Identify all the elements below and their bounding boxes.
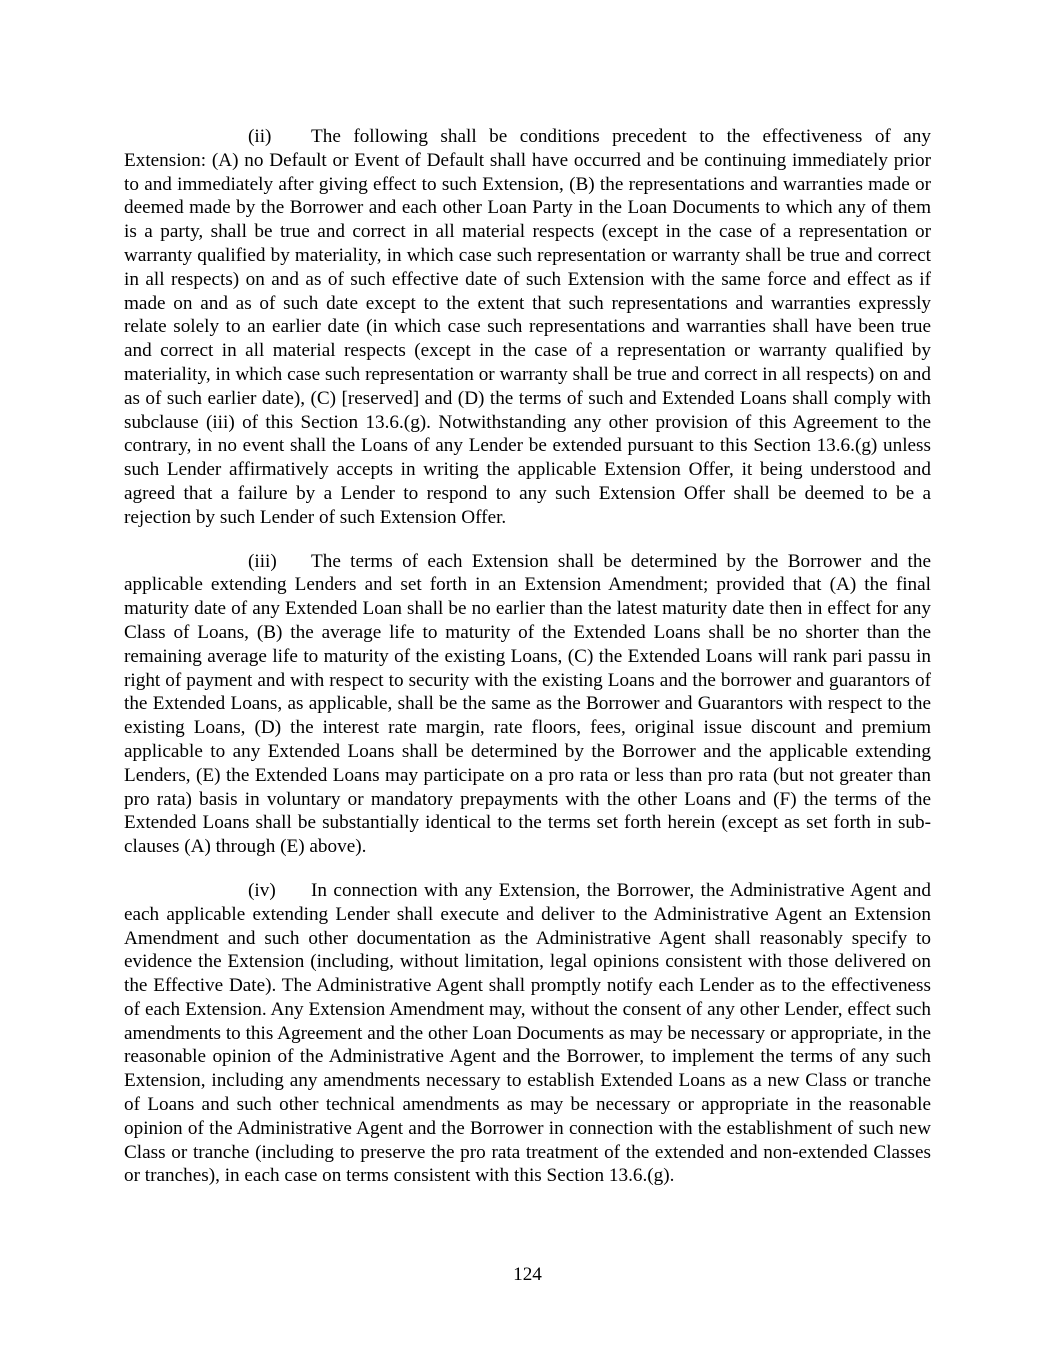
- paragraph-text: The following shall be conditions precedent to the effectiveness of any Extension: (A) no Default or Event of Default shall have occurred and be continuing immediately prior to and immediately after giving effect to such Extension, (B) the representations and warranties made or deemed made by the Borrower and each other Loan Party in the Loan Documents to which any of them is a party, shall be true and correct in all material respects (except in the case of a representation or warranty qualified by materiality, in which case such representation or warranty shall be true and correct in all respects) on and as of such effective date of such Extension with the same force and effect as if made on and as of such date except to the extent that such representations and warranties expressly relate solely to an earlier date (in which case such representations and warranties shall have been true and correct in all material respects (except in the case of a representation or warranty qualified by materiality, in which case such representation or warranty shall be true and correct in all respects) on and as of such earlier date), (C) [reserved] and (D) the terms of such and Extended Loans shall comply with subclause (iii) of this Section 13.6.(g). Notwithstanding any other provision of this Agreement to the contrary, in no event shall the Loans of any Lender be extended pursuant to this Section 13.6.(g) unless such Lender affirmatively accepts in writing the applicable Extension Offer, it being understood and agreed that a failure by a Lender to respond to any such Extension Offer shall be deemed to be a rejection by such Lender of such Extension Offer.: [124, 126, 931, 528]
- page-number: 124: [513, 1264, 542, 1285]
- document-page: [124, 125, 931, 1208]
- paragraph-text: The terms of each Extension shall be determined by the Borrower and the applicable extending Lenders and set forth in an Extension Amendment; provided that (A) the final maturity date of any Extended Loan shall be no earlier than the latest maturity date then in effect for any Class of Loans, (B) the average life to maturity of the Extended Loans shall be no shorter than the remaining average life to maturity of the existing Loans, (C) the Extended Loans will rank pari passu in right of payment and with respect to security with the existing Loans and the borrower and guarantors of the Extended Loans, as applicable, shall be the same as the Borrower and Guarantors with respect to the existing Loans, (D) the interest rate margin, rate floors, fees, original issue discount and premium applicable to any Extended Loans shall be determined by the Borrower and the applicable extending Lenders, (E) the Extended Loans may participate on a pro rata or less than pro rata (but not greater than pro rata) basis in voluntary or mandatory prepayments with the other Loans and (F) the terms of the Extended Loans shall be substantially identical to the terms set forth herein (except as set forth in sub-clauses (A) through (E) above).: [124, 550, 931, 858]
- paragraph-text: In connection with any Extension, the Borrower, the Administrative Agent and each applicable extending Lender shall execute and deliver to the Administrative Agent an Extension Amendment and such other documentation as the Administrative Agent shall reasonably specify to evidence the Extension (including, without limitation, legal opinions consistent with those delivered on the Effective Date). The Administrative Agent shall promptly notify each Lender as to the effectiveness of each Extension. Any Extension Amendment may, without the consent of any other Lender, effect such amendments to this Agreement and the other Loan Documents as may be necessary or appropriate, in the reasonable opinion of the Administrative Agent and the Borrower, to implement the terms of any such Extension, including any amendments necessary to establish Extended Loans as a new Class or tranche of Loans and such other technical amendments as may be necessary or appropriate in the reasonable opinion of the Administrative Agent and the Borrower in connection with the establishment of such new Class or tranche (including to preserve the pro rata treatment of the extended and non-extended Classes or tranches), in each case on terms consistent with this Section 13.6.(g).: [124, 879, 931, 1187]
- paragraph-iii: [124, 550, 931, 859]
- paragraph-number: (iv): [248, 879, 276, 901]
- paragraph-iv: [124, 879, 931, 1188]
- paragraph-number: (iii): [248, 550, 277, 572]
- paragraph-ii: [124, 125, 931, 530]
- paragraph-number: (ii): [248, 126, 272, 147]
